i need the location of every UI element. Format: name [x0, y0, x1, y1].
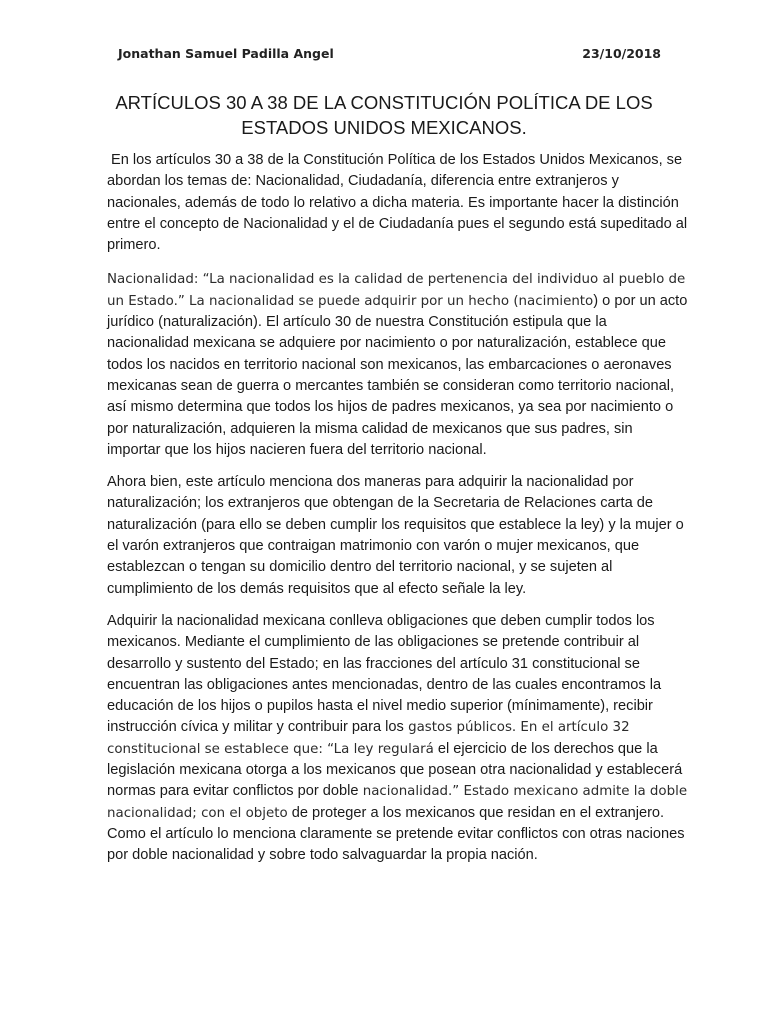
articulo-32-quote: el ejercicio de los derechos que la legislación mexicana otorga a los mexicanos que posean otra nacionalidad y establecerá normas para evitar conflictos por doble [107, 740, 683, 800]
document-date: 23/10/2018 [582, 46, 661, 61]
obligaciones-text: Adquirir la nacionalidad mexicana conlleva obligaciones que deben cumplir todos los mexicanos. Mediante el cumplimiento de las obligaciones se pretende contribuir al desarrollo y sustento del Estado; en las fracciones del artículo 31 constitucional se encuentran las obligaciones antes mencionadas, dentro de las cuales encontramos la educación de los hijos o pupilos hasta el nivel medio superior (mínimamente), recibir instrucción cívica y militar y contribuir para los [107, 612, 662, 736]
document-body [107, 150, 688, 878]
title-line-1: ARTÍCULOS 30 A 38 DE LA CONSTITUCIÓN POLÍTICA DE LOS [115, 92, 653, 113]
paragraph-nacionalidad [107, 269, 688, 461]
author-name: Jonathan Samuel Padilla Angel [118, 46, 334, 61]
paragraph-intro: En los artículos 30 a 38 de la Constitución Política de los Estados Unidos Mexicanos, se abordan los temas de: Nacionalidad, Ciudadanía, diferencia entre extranjeros y nacionales, además de todo lo relativo a dicha materia. Es importante hacer la distinción entre el concepto de Nacionalidad y el de Ciudadanía pues el segundo está supeditado al primero. [107, 152, 688, 254]
doble-nacionalidad-text: nacionalidad.” Estado mexicano admite la doble nacionalidad; con el objeto [107, 784, 688, 821]
nacionalidad-text: ) o por un acto jurídico (naturalización). El artículo 30 de nuestra Constitución estipula que la nacionalidad mexicana se adquiere por nacimiento o por naturalización, establece que todos los nacidos en territorio nacional son mexicanos, las embarcaciones o aeronaves mexicanas sean de guerra o mercantes también se consideran como territorio nacional, así mismo determina que todos los hijos de padres mexicanos, ya sea por nacimiento o por naturalización, adquieren la misma calidad de mexicanos que sus padres, sin importar que los hijos nacieren fuera del territorio nacional. [107, 292, 688, 458]
document-title [100, 90, 668, 140]
document-header [118, 46, 661, 61]
title-line-2: ESTADOS UNIDOS MEXICANOS. [241, 117, 527, 138]
paragraph-naturalizacion: Ahora bien, este artículo menciona dos maneras para adquirir la nacionalidad por naturalización; los extranjeros que obtengan de la Secretaria de Relaciones carta de naturalización (para ello se deben cumplir los requisitos que establece la ley) y la mujer o el varón extranjeros que contraigan matrimonio con varón o mujer mexicanos, que establezcan o tengan su domicilio dentro del territorio nacional, y se sujeten al cumplimiento de los demás requisitos que al efecto señale la ley. [107, 474, 684, 597]
articulo-32-intro: gastos públicos. En el artículo 32 constitucional se establece que: “La ley regulará [107, 720, 630, 757]
conclusion-text: de proteger a los mexicanos que residan en el extranjero. Como el artículo lo menciona claramente se pretende evitar conflictos con otras naciones por doble nacionalidad y sobre todo salvaguardar la propia nación. [107, 804, 685, 864]
nacionalidad-definition: Nacionalidad: “La nacionalidad es la calidad de pertenencia del individuo al pueblo de un Estado.” La nacionalidad se puede adquirir por un hecho (nacimiento [107, 272, 686, 309]
paragraph-obligaciones [107, 611, 688, 867]
